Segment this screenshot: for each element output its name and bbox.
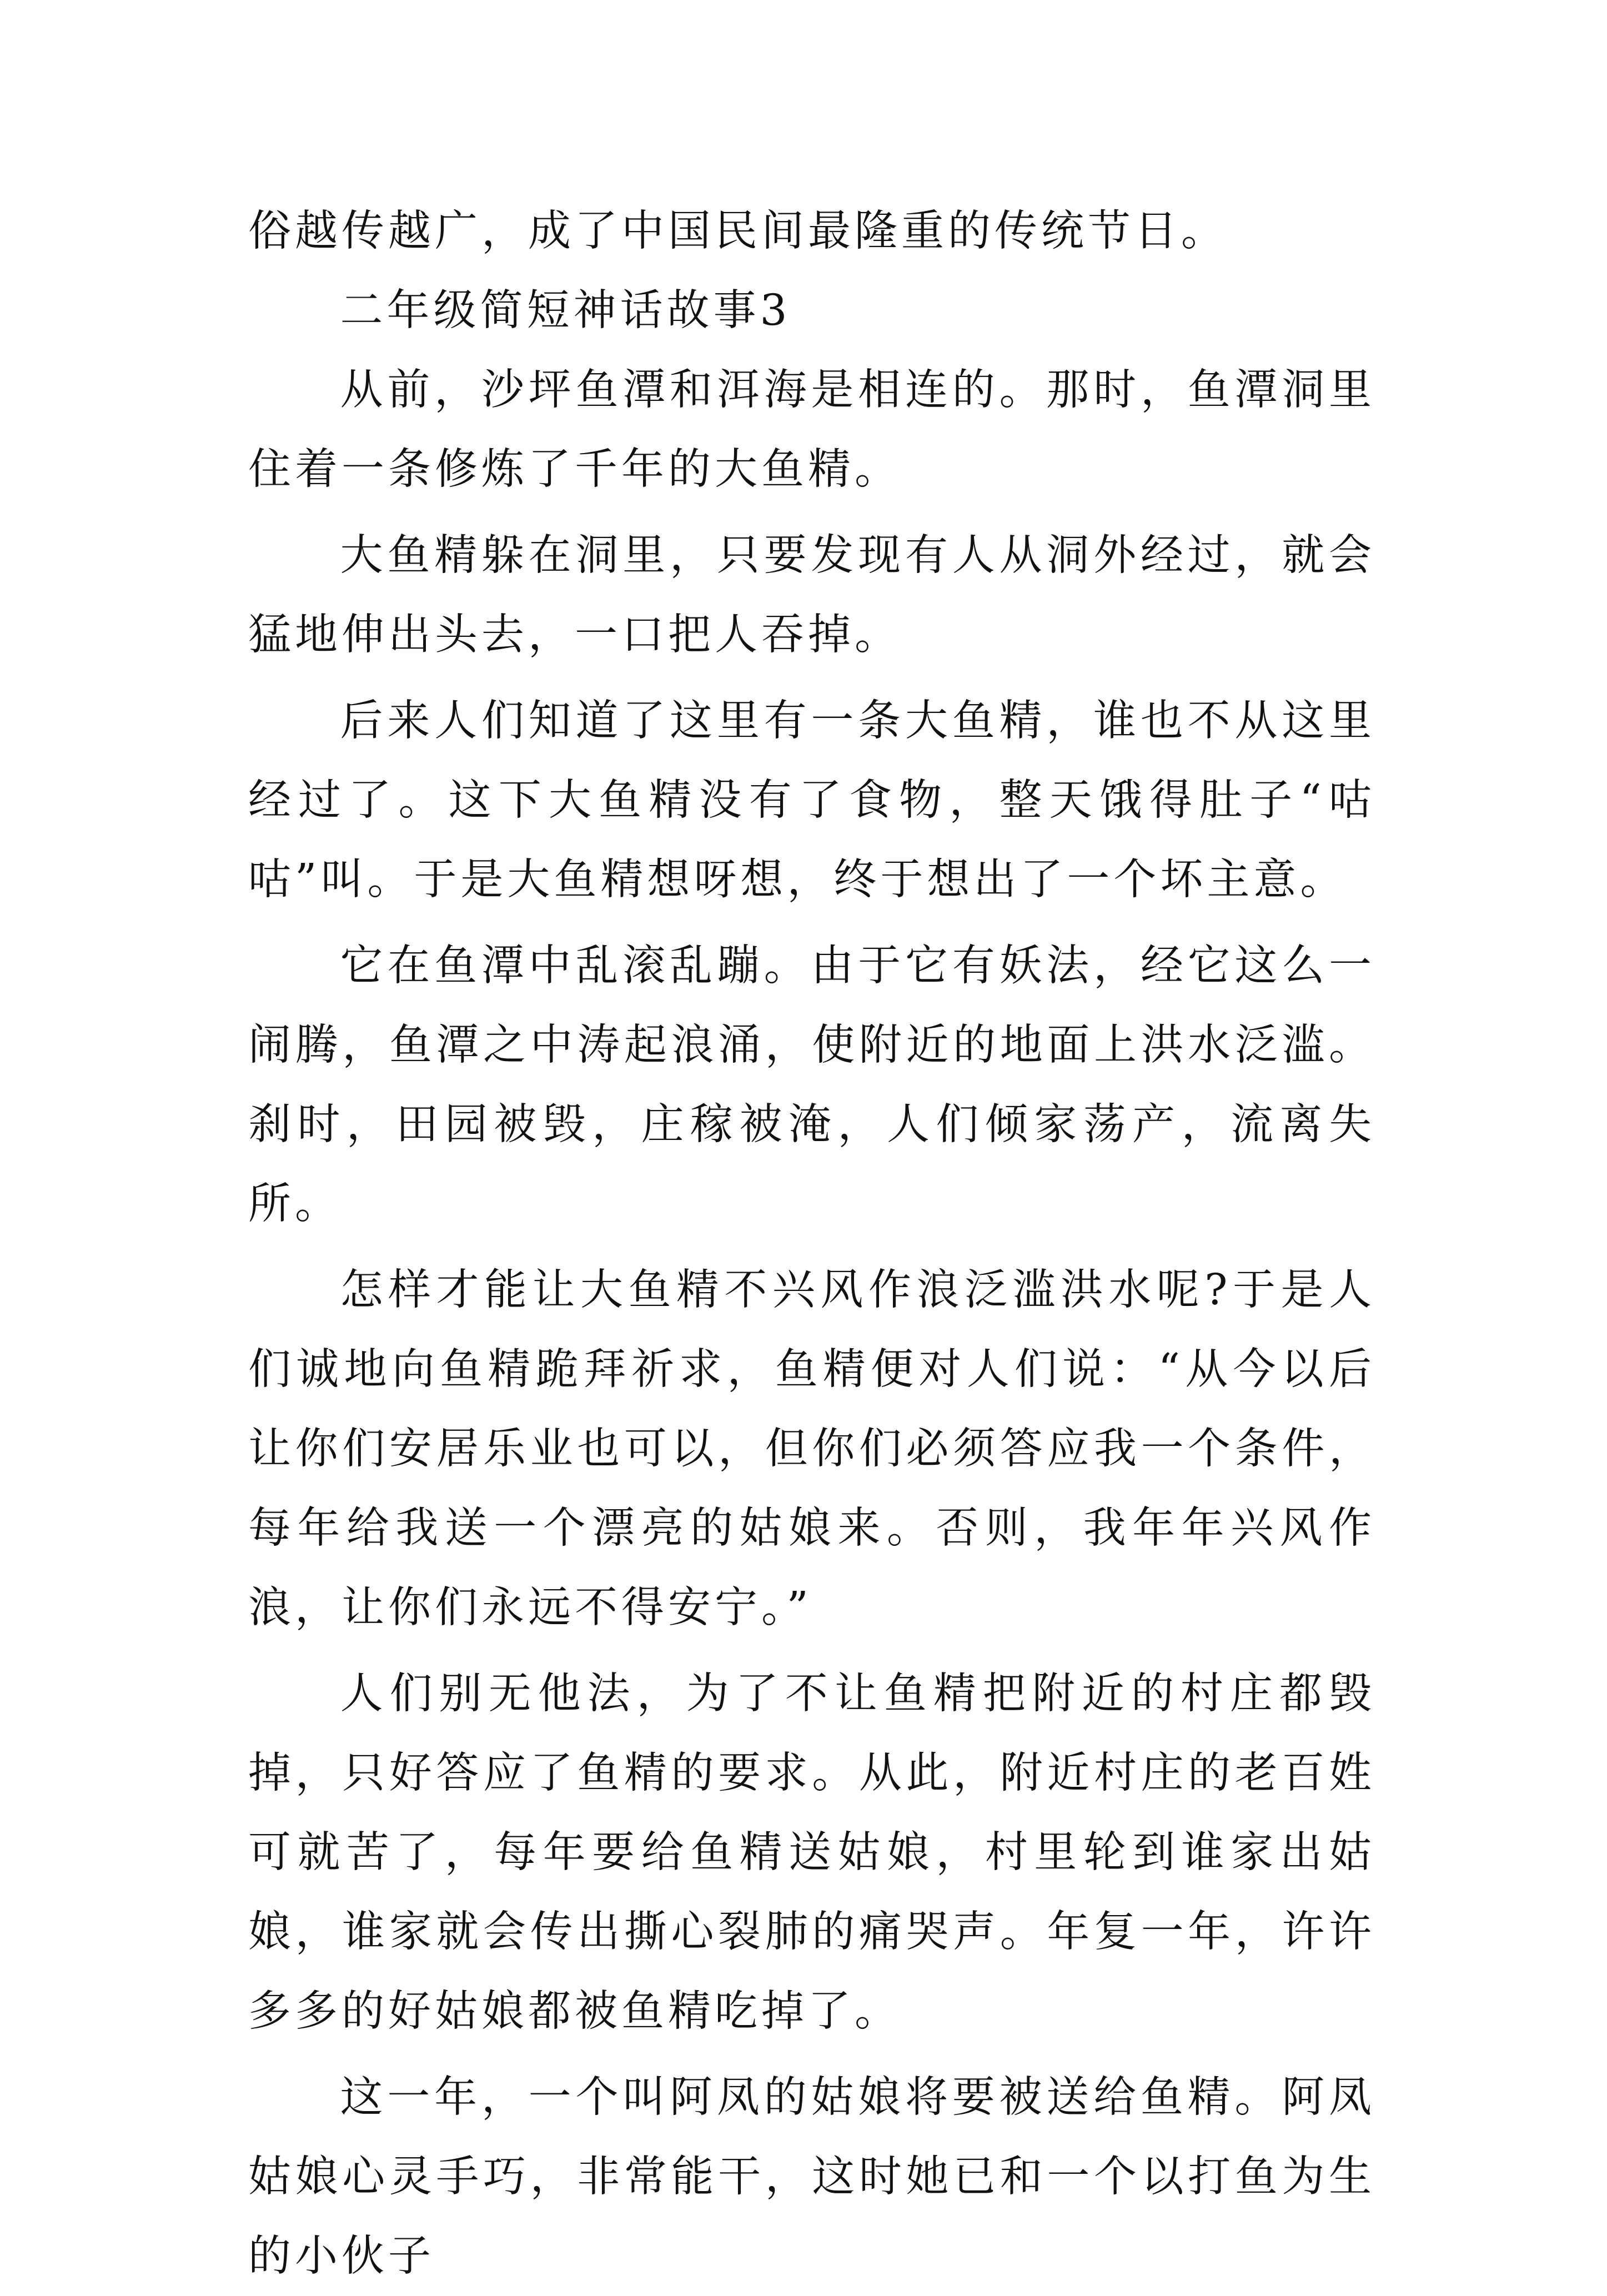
paragraph: 后来人们知道了这里有一条大鱼精，谁也不从这里经过了。这下大鱼精没有了食物，整天饿得肚子“咕咕”叫。于是大鱼精想呀想，终于想出了一个坏主意。 <box>248 696 1375 905</box>
paragraph: 这一年，一个叫阿凤的姑娘将要被送给鱼精。阿凤姑娘心灵手巧，非常能干，这时她已和一个以打鱼为生的小伙子 <box>248 2073 1375 2281</box>
paragraph: 怎样才能让大鱼精不兴风作浪泛滥洪水呢?于是人们诚地向鱼精跪拜祈求，鱼精便对人们说：“从今以后让你们安居乐业也可以，但你们必须答应我一个条件，每年给我送一个漂亮的姑娘来。否则，我年年兴风作浪，让你们永远不得安宁。” <box>248 1265 1375 1632</box>
paragraph: 它在鱼潭中乱滚乱蹦。由于它有妖法，经它这么一闹腾，鱼潭之中涛起浪涌，使附近的地面上洪水泛滥。刹时，田园被毁，庄稼被淹，人们倾家荡产，流离失所。 <box>248 941 1375 1229</box>
section-heading: 二年级简短神话故事3 <box>340 286 791 335</box>
paragraph: 大鱼精躲在洞里，只要发现有人从洞外经过，就会猛地伸出头去，一口把人吞掉。 <box>248 531 1375 660</box>
paragraph-continuation: 俗越传越广，成了中国民间最隆重的传统节日。 <box>248 207 1228 256</box>
document-body <box>248 192 1375 2296</box>
paragraph: 人们别无他法，为了不让鱼精把附近的村庄都毁掉，只好答应了鱼精的要求。从此，附近村庄的老百姓可就苦了，每年要给鱼精送姑娘，村里轮到谁家出姑娘，谁家就会传出撕心裂肺的痛哭声。年复一年，许许多多的好姑娘都被鱼精吃掉了。 <box>248 1669 1375 2036</box>
paragraph: 从前，沙坪鱼潭和洱海是相连的。那时，鱼潭洞里住着一条修炼了千年的大鱼精。 <box>248 365 1375 494</box>
